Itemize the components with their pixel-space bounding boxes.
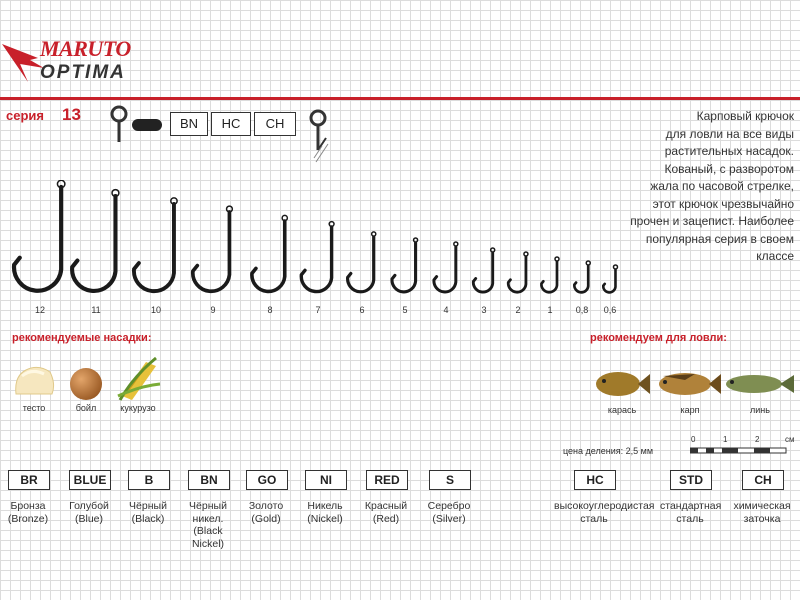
hook-mark	[14, 187, 61, 291]
bait-label: тесто	[22, 403, 46, 413]
forged-shank-icon	[132, 119, 162, 131]
bait-label: кукурузо	[120, 403, 156, 413]
carp-icon	[655, 366, 723, 400]
hook-mark	[193, 212, 230, 291]
crucian-icon	[592, 366, 652, 400]
boilie-icon	[68, 366, 104, 402]
steel-name: высокоуглеродистая сталь	[554, 500, 655, 525]
steel-code-ch: CH	[742, 470, 784, 490]
hook-mark	[603, 270, 615, 292]
hook-mark	[134, 204, 174, 291]
hook-eye	[372, 232, 376, 236]
hook-eye	[414, 238, 418, 242]
coating-code-b: B	[128, 470, 170, 490]
coating-name: Красный (Red)	[364, 500, 408, 525]
coating-code-s: S	[429, 470, 471, 490]
steel-code-std: STD	[670, 470, 712, 490]
hook-mark	[541, 262, 557, 292]
sharpened-point-icon	[306, 106, 336, 166]
hook-eye	[329, 222, 334, 227]
hook-size-label: 8	[267, 305, 273, 315]
hook-size-label: 0,8	[575, 305, 589, 315]
fish-label: линь	[750, 405, 770, 415]
hook-mark	[473, 253, 492, 292]
hook-size-label: 12	[34, 305, 45, 315]
hook-size-label: 1	[547, 305, 553, 315]
coating-code-ni: NI	[305, 470, 347, 490]
top-code-hc: HC	[211, 112, 251, 136]
fish-label: карась	[607, 405, 637, 415]
coating-name: Золото (Gold)	[248, 500, 284, 525]
coating-code-bn: BN	[188, 470, 230, 490]
top-code-bn: BN	[170, 112, 208, 136]
coating-name: Никель (Nickel)	[307, 500, 343, 525]
hook-size-label: 0,6	[603, 305, 617, 315]
hook-eye	[491, 248, 495, 252]
hook-mark	[301, 227, 331, 292]
baits-title: рекомендуемые насадки:	[12, 332, 152, 344]
corn-icon	[116, 356, 164, 402]
hook-size-label: 2	[515, 305, 521, 315]
scale-label: цена деления: 2,5 мм	[563, 446, 654, 456]
scale-tick-label: 0	[691, 435, 696, 444]
hook-eye	[454, 242, 458, 246]
brand-name: MARUTO	[40, 36, 131, 61]
hook-mark	[434, 247, 456, 292]
hook-eye	[586, 261, 590, 265]
brand-subname: OPTIMA	[40, 62, 126, 83]
hook-mark	[72, 196, 115, 291]
steel-code-hc: HC	[574, 470, 616, 490]
hook-size-label: 9	[210, 305, 216, 315]
fish-label: карп	[680, 405, 700, 415]
ring-eye-icon	[108, 104, 130, 144]
hook-mark	[574, 266, 588, 292]
hook-size-label: 11	[91, 305, 101, 315]
coating-name: Чёрный (Black)	[129, 500, 167, 525]
hook-size-label: 6	[359, 305, 365, 315]
hook-mark	[252, 221, 285, 291]
scale-tick-label: 2	[755, 435, 760, 444]
hook-eye	[613, 265, 617, 269]
bait-label: бойл	[75, 403, 97, 413]
hook-size-label: 5	[402, 305, 408, 315]
hook-size-chart	[0, 180, 800, 305]
top-code-ch: CH	[254, 112, 296, 136]
fish-title: рекомендуем для ловли:	[590, 332, 727, 344]
hook-mark	[508, 257, 526, 292]
coating-name: Голубой (Blue)	[69, 500, 109, 525]
series-label: серия	[6, 108, 44, 123]
hook-eye	[555, 257, 559, 261]
coating-name: Чёрный никел. (Black Nickel)	[189, 500, 227, 550]
coating-name: Бронза (Bronze)	[7, 500, 49, 525]
scale-bar	[690, 446, 800, 456]
header-divider	[0, 97, 800, 100]
coating-code-red: RED	[366, 470, 408, 490]
hook-mark	[392, 243, 416, 292]
scale-unit: см	[785, 435, 795, 444]
hook-size-label: 10	[150, 305, 161, 315]
coating-name: Серебро (Silver)	[427, 500, 471, 525]
steel-name: стандартная сталь	[660, 500, 722, 525]
coating-code-br: BR	[8, 470, 50, 490]
steel-name: химическая заточка	[733, 500, 791, 525]
product-description: Карповый крючок для ловли на все виды растительных насадок. Кованый, с разворотом жала по часовой стрелке, этот крючок чрезвычайно прочен и зацепист. Наиболее популярная серия в своем классе	[630, 109, 794, 263]
tench-icon	[724, 370, 796, 398]
coating-code-blue: BLUE	[69, 470, 111, 490]
hook-eye	[524, 252, 528, 256]
series-number: 13	[62, 105, 81, 124]
coating-code-go: GO	[246, 470, 288, 490]
brand-logo	[0, 38, 170, 94]
hook-size-label: 4	[443, 305, 449, 315]
dough-icon	[12, 364, 56, 400]
hook-size-label: 3	[481, 305, 487, 315]
scale-tick-label: 1	[723, 435, 728, 444]
hook-size-label: 7	[315, 305, 321, 315]
hook-mark	[348, 237, 374, 292]
